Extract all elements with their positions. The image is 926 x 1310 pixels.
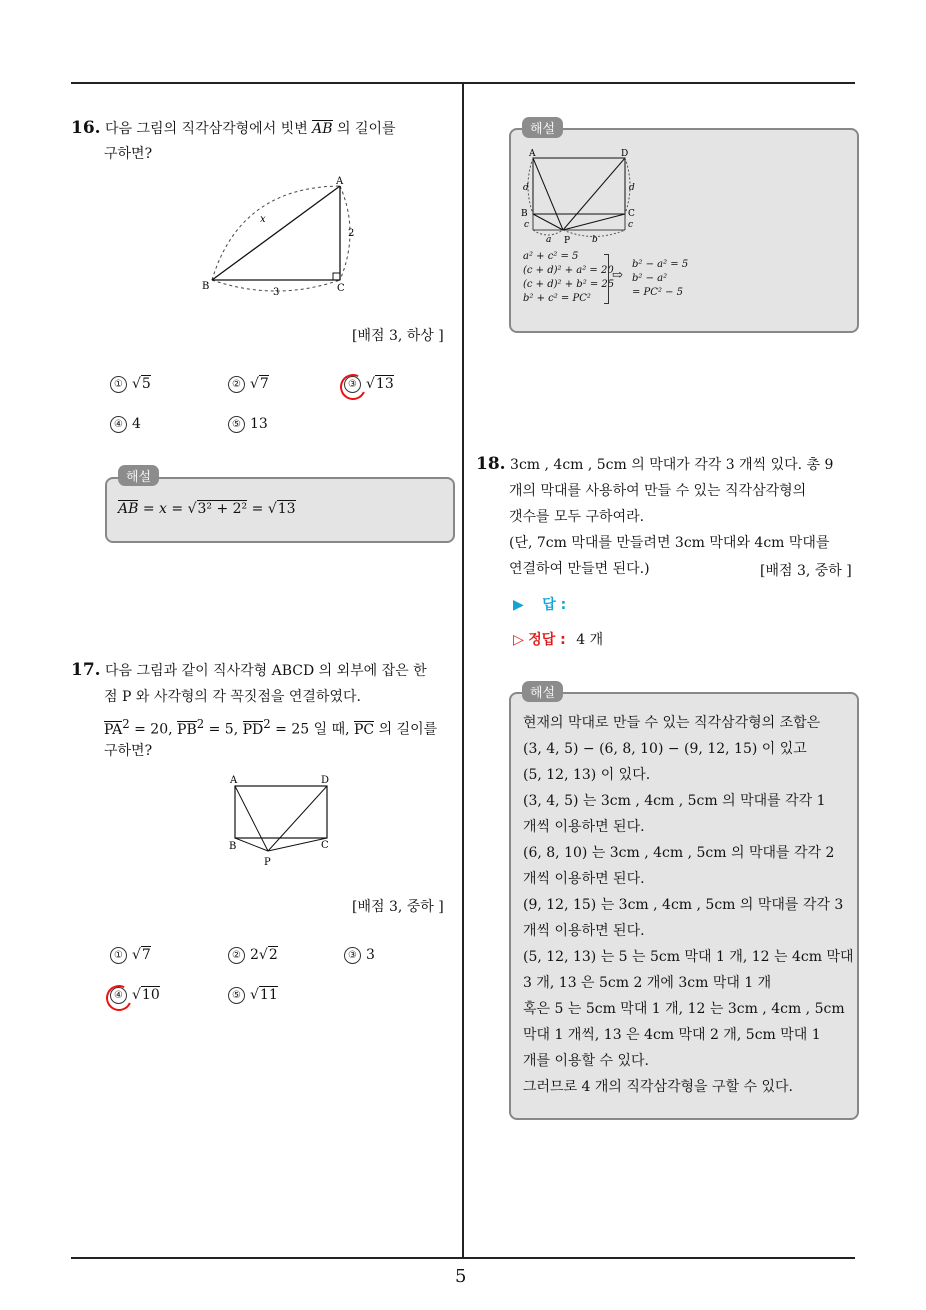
play-triangle-icon: ▶ (513, 597, 524, 613)
q16-choice-4-num: ④ (110, 416, 127, 433)
q16-choice-2-value: 7 (259, 376, 269, 392)
q18-sol-line-11: 3 개, 13 은 5cm 2 개에 3cm 막대 1 개 (523, 975, 772, 991)
q16-number: 16. (71, 118, 101, 138)
q16-text1: 다음 그림의 직각삼각형에서 빗변 (105, 121, 308, 137)
q17s-label-b: b (592, 235, 598, 245)
q17s-label-d-left: d (523, 183, 529, 193)
q17-choice-2-value: 2 (268, 947, 278, 963)
q17-choice-3-value: 3 (366, 947, 375, 963)
q17-line4: 구하면? (104, 743, 153, 759)
q16-choice-3-value: 13 (375, 376, 394, 392)
q16-triangle-figure (200, 172, 370, 297)
q17s-eq-left-4: b² + c² = PC² (523, 293, 591, 304)
q18-solution-tag: 해설 (522, 681, 563, 702)
q17-choice-5[interactable]: ⑤ √11 (228, 987, 278, 1004)
q17s-label-c-right: c (628, 220, 634, 230)
q17-label-P: P (264, 857, 271, 868)
q17-choice-3[interactable] (344, 947, 375, 964)
q16-choice-1-num: ① (110, 376, 127, 393)
q17-line3-end: 의 길이를 (374, 721, 438, 738)
q16-choice-5-num: ⑤ (228, 416, 245, 433)
column-divider (462, 84, 464, 1259)
q17-solution-figure (515, 148, 645, 248)
q18-sol-line-12: 혹은 5 는 5cm 막대 1 개, 12 는 3cm , 4cm , 5cm (523, 1001, 845, 1017)
q17s-eq-left-3: (c + d)² + b² = 25 (523, 279, 615, 290)
q18-sol-line-13: 막대 1 개씩, 13 은 4cm 막대 2 개, 5cm 막대 1 (523, 1027, 821, 1043)
q17-choice-2[interactable]: ② 2√2 (228, 947, 278, 964)
q17-choice-3-num: ③ (344, 947, 361, 964)
q18-answer-label: 답 : (542, 597, 567, 613)
q16-label-3: 3 (273, 287, 280, 297)
q16-label-A: A (336, 176, 344, 187)
q17-pa-eq: = 20, (129, 721, 178, 738)
q17-solution-eqs-left (523, 250, 614, 306)
q16-line2: 구하면? (104, 146, 153, 162)
q17-pc: PC (354, 721, 375, 738)
q17-choice-1-value: 7 (141, 947, 151, 963)
q17-pb: PB (177, 721, 197, 738)
q18-answer-row[interactable] (513, 594, 566, 614)
q18-sol-line-10: (5, 12, 13) 는 5 는 5cm 막대 1 개, 12 는 4cm 막대 (523, 949, 854, 965)
q17-solution-bracket (604, 254, 609, 304)
q18-text1: 3cm , 4cm , 5cm 의 막대가 각각 3 개씩 있다. 총 9 (510, 457, 834, 473)
q18-correct-label: 정답 : (528, 632, 566, 648)
q17-choice-2-coef: 2 (250, 947, 259, 963)
q16-label-x: x (260, 214, 266, 225)
q18-correct-value: 4 개 (576, 632, 604, 648)
q17-label-D: D (321, 775, 330, 786)
q17-text1: 다음 그림과 같이 직사각형 ABCD 의 외부에 잡은 한 (105, 663, 427, 679)
q16-choice-2-num: ② (228, 376, 245, 393)
q17-line1 (71, 657, 427, 684)
q17s-label-d-right: d (629, 183, 635, 193)
q16-sol-eq2: = (247, 501, 268, 517)
q16-sol-eq1: = x = (138, 501, 188, 517)
q17s-label-a: a (546, 235, 552, 245)
q18-correct-row (513, 629, 603, 649)
q17-choice-1[interactable]: ① √7 (110, 947, 151, 964)
q17s-eq-left-1: a² + c² = 5 (523, 251, 579, 262)
q18-sol-line-7: 개씩 이용하면 된다. (523, 871, 645, 887)
q17-solution-arrow: ⇨ (612, 268, 623, 283)
q17s-eq-right-1: b² − a² = 5 (632, 259, 689, 270)
q16-choice-3-num: ③ (344, 376, 361, 393)
q17-pb-eq: = 5, (204, 721, 243, 738)
q18-sol-line-5: 개씩 이용하면 된다. (523, 819, 645, 835)
q17-pd: PD (242, 721, 264, 738)
q17-choice-2-num: ② (228, 947, 245, 964)
q17-choice-5-value: 11 (259, 987, 278, 1003)
outline-triangle-icon: ▷ (513, 632, 524, 648)
q17-choice-4-value: 10 (141, 987, 160, 1003)
q18-sol-line-1: 현재의 막대로 만들 수 있는 직각삼각형의 조합은 (523, 715, 821, 731)
q17s-eq-right-3: = PC² − 5 (632, 287, 684, 298)
page-number: 5 (455, 1266, 467, 1287)
q18-sol-line-14: 개를 이용할 수 있다. (523, 1053, 649, 1069)
q16-choice-1[interactable]: ① √5 (110, 376, 151, 393)
q18-sol-line-15: 그러므로 4 개의 직각삼각형을 구할 수 있다. (523, 1079, 793, 1095)
q18-number: 18. (476, 454, 506, 474)
q17-solution-eqs-right (632, 258, 688, 300)
q17-choice-5-num: ⑤ (228, 987, 245, 1004)
q17-pa: PA (104, 721, 123, 738)
q17-number: 17. (71, 660, 101, 680)
q17-label-C: C (321, 840, 329, 851)
q18-line5: 연결하여 만들면 된다.) (509, 561, 650, 577)
q16-choice-5[interactable] (228, 416, 268, 433)
q16-label-2: 2 (348, 228, 355, 239)
q16-segment: AB (312, 121, 333, 137)
q17s-label-B: B (521, 209, 528, 219)
q18-line1 (476, 451, 833, 478)
q18-sol-line-9: 개씩 이용하면 된다. (523, 923, 645, 939)
q17-choice-1-num: ① (110, 947, 127, 964)
q17-line2: 점 P 와 사각형의 각 꼭짓점을 연결하였다. (104, 689, 361, 705)
q16-choice-1-value: 5 (141, 376, 151, 392)
q17-choice-4-num: ④ (110, 987, 127, 1004)
q16-choice-2[interactable]: ② √7 (228, 376, 269, 393)
q16-choice-3[interactable]: ③ √13 (344, 376, 394, 393)
q16-choice-5-value: 13 (250, 416, 268, 432)
q18-score: [배점 3, 중하 ] (760, 563, 852, 579)
q17-score: [배점 3, 중하 ] (352, 899, 444, 915)
q17s-label-C: C (628, 209, 635, 219)
q17-solution-tag: 해설 (522, 117, 563, 138)
q16-label-C: C (337, 283, 345, 294)
q18-sol-line-6: (6, 8, 10) 는 3cm , 4cm , 5cm 의 막대를 각각 2 (523, 845, 835, 861)
q16-solution-tag: 해설 (118, 465, 159, 486)
q17-pd-eq: = 25 일 때, (270, 721, 354, 738)
q16-sol-seg: AB (118, 501, 139, 517)
q17-line3: $PA^2 = 20$, $PB^2 = 5$, $PD^2 = 25$ 일 때, PC 의 길이를 (104, 717, 438, 738)
q16-score: [배점 3, 하상 ] (352, 328, 444, 344)
q16-label-B: B (202, 281, 210, 292)
q17s-eq-right-2: b² − a² (632, 273, 668, 284)
q18-sol-line-2: (3, 4, 5) − (6, 8, 10) − (9, 12, 15) 이 있고 (523, 741, 807, 757)
q17-choice-4[interactable]: ④ √10 (110, 987, 160, 1004)
q18-line4: (단, 7cm 막대를 만들려면 3cm 막대와 4cm 막대를 (509, 535, 830, 551)
q18-sol-line-3: (5, 12, 13) 이 있다. (523, 767, 651, 783)
q16-sol-rad: 3² + 2² (197, 501, 248, 517)
q17s-label-c-left: c (524, 220, 530, 230)
q16-text1-end: 의 길이를 (337, 121, 396, 137)
bottom-rule (71, 1257, 855, 1259)
q18-solution-text (523, 710, 854, 1100)
q17s-label-D: D (621, 149, 629, 159)
q17s-eq-left-2: (c + d)² + a² = 20 (523, 265, 614, 276)
q16-line1 (71, 115, 396, 142)
q18-line2: 개의 막대를 사용하여 만들 수 있는 직각삼각형의 (509, 483, 807, 499)
q17-rectangle-figure (225, 772, 340, 870)
q16-solution-line: AB = x = √3² + 2² = √13 (118, 501, 296, 517)
q17s-label-P: P (564, 236, 571, 246)
q17-label-A: A (230, 775, 238, 786)
q18-line3: 갯수를 모두 구하여라. (509, 509, 645, 525)
q17s-label-A: A (529, 149, 536, 159)
q17-label-B: B (229, 841, 237, 852)
q18-sol-line-8: (9, 12, 15) 는 3cm , 4cm , 5cm 의 막대를 각각 3 (523, 897, 844, 913)
q18-sol-line-4: (3, 4, 5) 는 3cm , 4cm , 5cm 의 막대를 각각 1 (523, 793, 826, 809)
q16-sol-rad2: 13 (277, 501, 296, 517)
q16-choice-4-value: 4 (132, 416, 141, 432)
q16-choice-4[interactable] (110, 416, 141, 433)
